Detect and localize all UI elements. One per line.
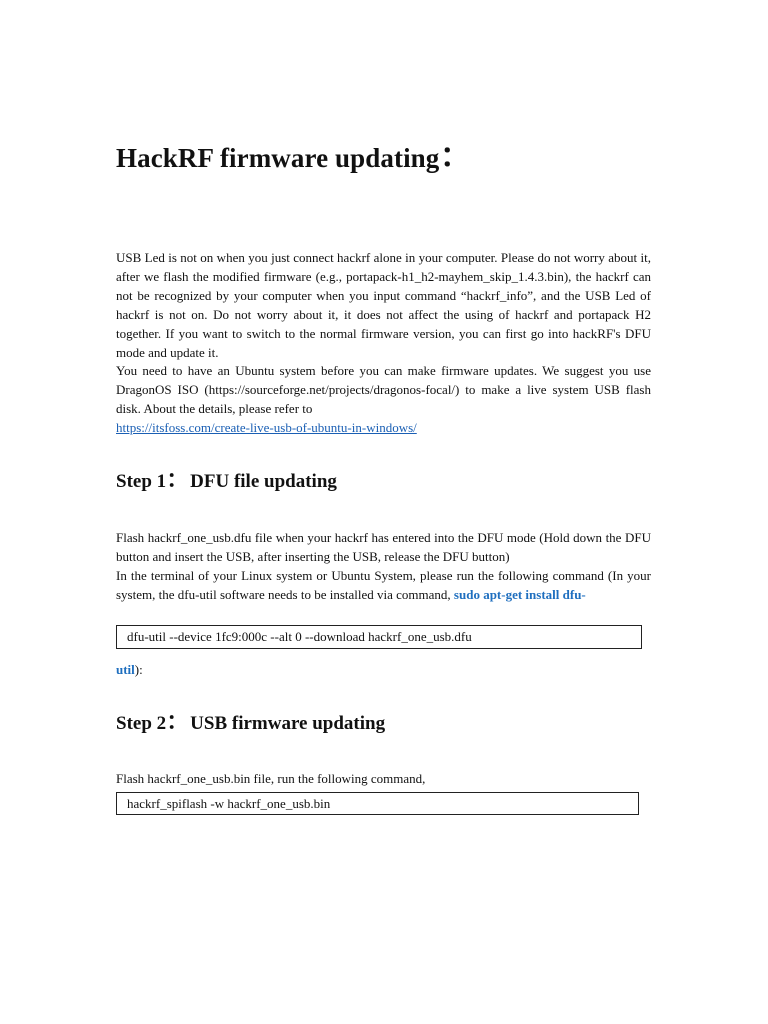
step1-heading-colon: ： — [166, 467, 191, 493]
intro-paragraph-2 — [116, 361, 651, 437]
step1-heading — [116, 459, 337, 494]
step1-heading-title: DFU file updating — [190, 471, 337, 492]
intro-paragraph-2-text: You need to have an Ubuntu system before you can make firmware updates. We suggest you use DragonOS ISO (https://sourceforge.net/projects/dragonos-focal/) to make a live system USB flash disk. About the details, please refer to — [116, 363, 651, 416]
step1-paragraph-2 — [116, 566, 651, 604]
install-command-start: sudo apt-get install dfu- — [453, 587, 586, 602]
step2-paragraph-1: Flash hackrf_one_usb.bin file, run the following command, — [116, 771, 426, 786]
dfu-command-box[interactable]: dfu-util --device 1fc9:000c --alt 0 --download hackrf_one_usb.dfu — [116, 625, 642, 649]
step1-paragraph-tail — [116, 660, 651, 679]
step1-heading-number: Step 1 — [116, 471, 167, 492]
step2-heading-number: Step 2 — [116, 713, 167, 734]
page-title-colon: ： — [439, 138, 474, 175]
step1-paragraph-1: Flash hackrf_one_usb.dfu file when your hackrf has entered into the DFU mode (Hold down the DFU button and insert the USB, after inserting the USB, release the DFU button) — [116, 530, 651, 564]
step2-heading-colon: ： — [166, 709, 191, 735]
step2-heading-title: USB firmware updating — [190, 713, 386, 734]
intro-paragraph-1: USB Led is not on when you just connect hackrf alone in your computer. Please do not worry about it, after we flash the modified firmware (e.g., portapack-h1_h2-mayhem_skip_1.4.3.bin), the hackrf can not be recognized by your computer when you input command “hackrf_info”, and the USB Led of hackrf is not on. Do not worry about it, it does not affect the using of hackrf and portapack H2 together. If you want to switch to the normal firmware version, you can first go into hackRF's DFU mode and update it. — [116, 250, 651, 360]
page-title-text: HackRF firmware updating — [116, 143, 440, 173]
install-command-tail: ): — [134, 662, 143, 677]
step2-heading — [116, 701, 385, 736]
install-command-end: util — [116, 662, 135, 677]
page-title — [116, 128, 474, 177]
ubuntu-live-usb-link[interactable]: https://itsfoss.com/create-live-usb-of-ubuntu-in-windows/ — [116, 420, 417, 435]
spiflash-command-box[interactable]: hackrf_spiflash -w hackrf_one_usb.bin — [116, 792, 639, 815]
step1-paragraph-2-text: In the terminal of your Linux system or Ubuntu System, please run the following command (In your system, the dfu-util software needs to be installed via command, — [116, 568, 651, 602]
